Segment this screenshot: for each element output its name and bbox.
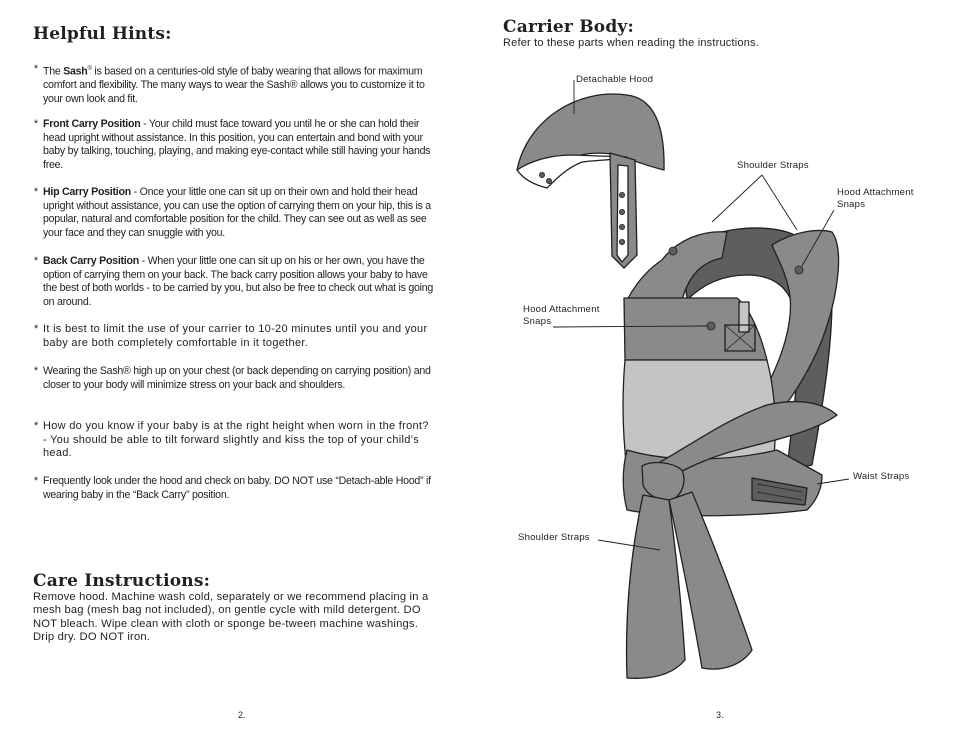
hint-text: How do you know if your baby is at the right height when worn in the front? - You should be able to tilt forward slightly and kiss the top of your child’s head. [43,420,429,460]
label-shoulder-straps-bottom: Shoulder Straps [518,532,590,543]
hint-text: It is best to limit the use of your carrier to 10-20 minutes until you and your baby are both completely comfortable in it together. [43,323,428,349]
helpful-hints-title: Helpful Hints: [33,24,172,44]
hint-bold: Front Carry Position [43,118,141,130]
label-detachable-hood: Detachable Hood [576,74,654,85]
bullet-star: * [34,186,38,198]
hint-text: Wearing the Sash® high up on your chest (or back depending on carrying position) and closer to your body will minimize stress on your back and shoulders. [43,365,431,391]
carrier-illustration [477,0,954,738]
bullet-star: * [34,118,38,130]
hint-text: is based on a centuries-old style of baby wearing that allows for maximum comfort and flexibility. The many ways to wear the Sash® allows you to customize it to your own look and fit. [43,65,425,105]
hint-bold: Hip Carry Position [43,186,131,198]
bullet-star: * [34,365,38,377]
label-hood-snaps-left: Hood Attachment Snaps [523,304,600,327]
hint-bold: Sash [63,65,88,78]
hint-sash [34,63,434,106]
carrier-body-title: Carrier Body: [503,17,634,37]
bullet-star: * [34,63,38,75]
label-hood-snaps-right: Hood Attachment Snaps [837,187,914,210]
hint-text: - Your child must face toward you until he or she can hold their head upright without assistance. In this position, you can entertain and bond with your baby by talking, touching, playing, and making eye-contact while still having your hands free. [43,118,431,171]
hint-wear-high [34,365,434,392]
bullet-star: * [34,323,39,335]
detachable-hood-drawing [517,94,664,268]
hint-time-limit [34,323,434,350]
page-number-left: 2. [238,710,246,720]
hint-hip-carry [34,186,434,240]
hint-right-height [34,420,434,461]
hint-bold: Back Carry Position [43,255,139,267]
bullet-star: * [34,420,39,432]
page-number-right: 3. [716,710,724,720]
hint-text: Frequently look under the hood and check on baby. DO NOT use “Detach-able Hood” if wearing baby in the “Back Carry” position. [43,475,431,501]
label-shoulder-straps-top: Shoulder Straps [737,160,809,171]
label-waist-straps: Waist Straps [853,471,910,482]
bullet-star: * [34,255,38,267]
hint-back-carry [34,255,434,309]
hint-check-baby [34,475,434,502]
registered-mark: ® [87,66,92,72]
carrier-body-subtitle: Refer to these parts when reading the instructions. [503,37,760,49]
hint-prefix: The [43,65,64,78]
hint-text: - Once your little one can sit up on their own and hold their head upright without assistance, you can use the option of carrying them on your hip, this is a popular, natural and comfortable position for the child. They can see out as well as see your face and they can snuggle with you. [43,186,431,239]
right-page [477,0,954,738]
care-instructions-text: Remove hood. Machine wash cold, separately or we recommend placing in a mesh bag (mesh bag not included), on gentle cycle with mild detergent. DO NOT bleach. Wipe clean with cloth or sponge be-tween machine washings. Drip dry. DO NOT iron. [33,591,429,644]
hint-front-carry [34,118,434,172]
brand-tag [739,302,749,332]
care-instructions-title: Care Instructions: [33,571,211,591]
bullet-star: * [34,475,38,487]
hint-text: - When your little one can sit up on his or her own, you have the option of carrying them on your back. The back carry position allows your baby to have the best of both worlds - to be carried by you, but also be free to check out what is going on around. [43,255,434,308]
